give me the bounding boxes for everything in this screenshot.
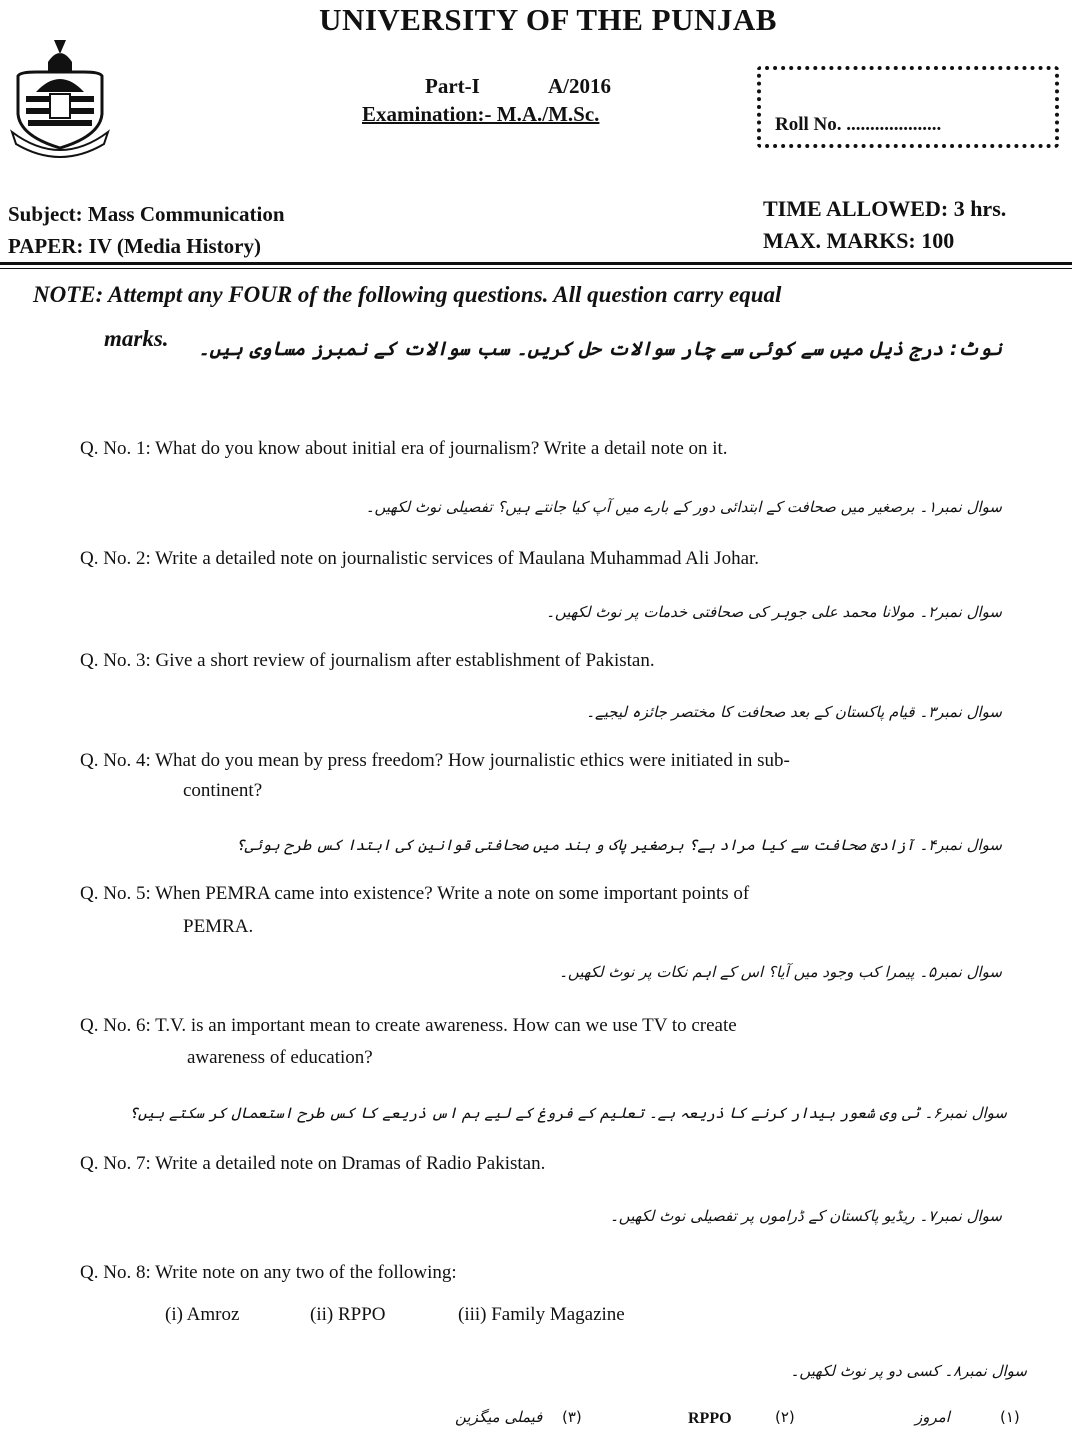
university-crest-icon xyxy=(6,36,114,162)
header-divider-thin xyxy=(0,268,1072,269)
q8-urdu-num-1: (۱) xyxy=(1000,1408,1020,1426)
question-4-cont: continent? xyxy=(183,780,263,801)
question-5-urdu: سوال نمبر۵۔ پیمرا کب وجود میں آیا؟ اس کے اہم نکات پر نوٹ لکھیں۔ xyxy=(559,963,1002,981)
university-logo xyxy=(6,36,114,162)
header-divider xyxy=(0,262,1072,265)
question-6-cont: awareness of education? xyxy=(187,1047,373,1068)
q8-option-3: (iii) Family Magazine xyxy=(458,1304,625,1325)
question-5-cont: PEMRA. xyxy=(183,916,254,937)
paper: PAPER: IV (Media History) xyxy=(8,234,261,258)
question-3-urdu: سوال نمبر۳۔ قیام پاکستان کے بعد صحافت کا مختصر جائزہ لیجیے۔ xyxy=(586,703,1002,721)
question-2: Q. No. 2: Write a detailed note on journalistic services of Maulana Muhammad Ali Johar. xyxy=(80,548,760,569)
q8-urdu-num-3: (۳) xyxy=(562,1408,582,1426)
question-8: Q. No. 8: Write note on any two of the following: xyxy=(80,1262,457,1283)
university-title: UNIVERSITY OF THE PUNJAB xyxy=(319,2,777,37)
question-5: Q. No. 5: When PEMRA came into existence? Write a note on some important points of xyxy=(80,883,750,904)
question-7: Q. No. 7: Write a detailed note on Dramas of Radio Pakistan. xyxy=(80,1153,546,1174)
subject: Subject: Mass Communication xyxy=(8,202,285,226)
q8-urdu-num-2: (۲) xyxy=(775,1408,795,1426)
q8-urdu-option-1: امروز xyxy=(915,1408,950,1426)
question-1: Q. No. 1: What do you know about initial era of journalism? Write a detail note on it. xyxy=(80,438,728,459)
roll-number-label: Roll No. .................... xyxy=(775,114,942,135)
q8-option-2: (ii) RPPO xyxy=(310,1304,386,1325)
question-8-urdu: سوال نمبر۸۔ کسی دو پر نوٹ لکھیں۔ xyxy=(790,1362,1027,1380)
question-1-urdu: سوال نمبر۱۔ برصغیر میں صحافت کے ابتدائی دور کے بارے میں آپ کیا جانتے ہیں؟ تفصیلی نوٹ لکھیں۔ xyxy=(365,498,1002,516)
note-urdu: نوٹ: درج ذیل میں سے کوئی سے چار سوالات حل کریں۔ سب سوالات کے نمبرز مساوی ہیں۔ xyxy=(198,338,1002,360)
roll-number-box xyxy=(757,66,1059,148)
q8-option-1: (i) Amroz xyxy=(165,1304,240,1325)
question-4-urdu: سوال نمبر۴۔ آزادیٔ صحافت سے کیا مراد ہے؟ برصغیر پاک و ہند میں صحافتی قوانین کی ابتدا کس طرح ہوئی؟ xyxy=(235,836,1002,854)
question-3: Q. No. 3: Give a short review of journalism after establishment of Pakistan. xyxy=(80,650,655,671)
time-allowed: TIME ALLOWED: 3 hrs. xyxy=(763,196,1007,221)
examination-title: Examination:- M.A./M.Sc. xyxy=(362,102,600,126)
max-marks: MAX. MARKS: 100 xyxy=(763,228,955,253)
q8-urdu-option-3: فیملی میگزین xyxy=(455,1408,543,1426)
note-english-cont: marks. xyxy=(104,326,169,351)
question-2-urdu: سوال نمبر۲۔ مولانا محمد علی جوہر کی صحافتی خدمات پر نوٹ لکھیں۔ xyxy=(546,603,1002,621)
question-6: Q. No. 6: T.V. is an important mean to create awareness. How can we use TV to create xyxy=(80,1015,737,1036)
question-4: Q. No. 4: What do you mean by press freedom? How journalistic ethics were initiated in sub- xyxy=(80,750,790,771)
q8-urdu-option-2: RPPO xyxy=(688,1410,732,1427)
exam-part: Part-I xyxy=(425,74,480,98)
question-7-urdu: سوال نمبر۷۔ ریڈیو پاکستان کے ڈراموں پر تفصیلی نوٹ لکھیں۔ xyxy=(610,1207,1002,1225)
question-6-urdu: سوال نمبر۶۔ ٹی وی شعور بیدار کرنے کا ذریعہ ہے۔ تعلیم کے فروغ کے لیے ہم اس ذریعے کا کس طرح استعمال کر سکتے ہیں؟ xyxy=(129,1104,1007,1122)
note-english: NOTE: Attempt any FOUR of the following questions. All question carry equal xyxy=(33,282,782,307)
exam-session: A/2016 xyxy=(548,74,611,98)
